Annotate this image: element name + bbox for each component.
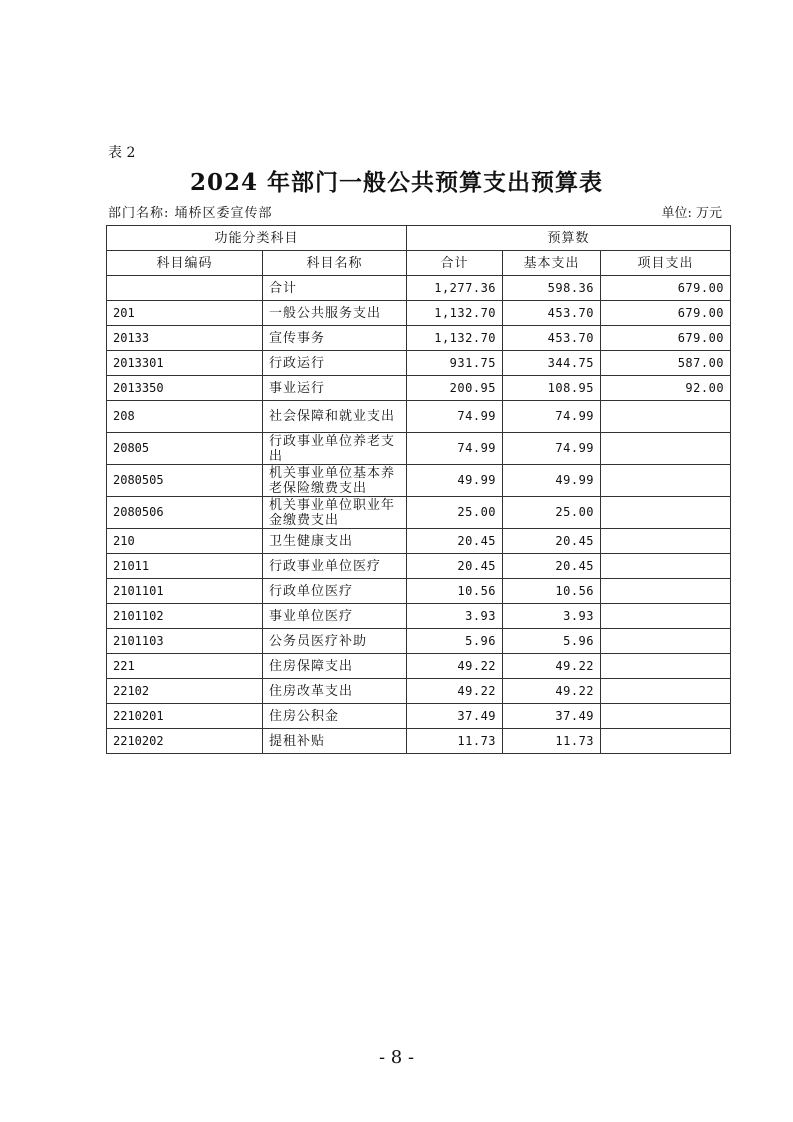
cell-code: 20133 <box>107 326 263 351</box>
cell-code: 2210201 <box>107 704 263 729</box>
table-row <box>107 276 731 301</box>
cell-project: 679.00 <box>601 301 731 326</box>
page-number: - 8 - <box>378 1047 415 1068</box>
cell-name: 合计 <box>263 276 407 301</box>
cell-basic: 11.73 <box>503 729 601 754</box>
cell-total: 5.96 <box>407 629 503 654</box>
cell-name: 一般公共服务支出 <box>263 301 407 326</box>
table-row <box>107 729 731 754</box>
cell-project <box>601 401 731 433</box>
table-row <box>107 679 731 704</box>
cell-code: 2080506 <box>107 497 263 529</box>
cell-code: 221 <box>107 654 263 679</box>
cell-code: 210 <box>107 529 263 554</box>
cell-name: 行政单位医疗 <box>263 579 407 604</box>
cell-name: 机关事业单位基本养老保险缴费支出 <box>263 465 407 497</box>
cell-project <box>601 679 731 704</box>
header-name: 科目名称 <box>263 251 407 276</box>
table-row <box>107 579 731 604</box>
header-basic: 基本支出 <box>503 251 601 276</box>
cell-project <box>601 554 731 579</box>
cell-total: 49.22 <box>407 679 503 704</box>
cell-code <box>107 276 263 301</box>
cell-total: 49.99 <box>407 465 503 497</box>
cell-project <box>601 579 731 604</box>
cell-basic: 25.00 <box>503 497 601 529</box>
header-code: 科目编码 <box>107 251 263 276</box>
cell-project: 587.00 <box>601 351 731 376</box>
cell-project <box>601 704 731 729</box>
cell-total: 1,132.70 <box>407 301 503 326</box>
table-row <box>107 554 731 579</box>
cell-project <box>601 654 731 679</box>
cell-code: 2210202 <box>107 729 263 754</box>
table-row <box>107 704 731 729</box>
cell-code: 2080505 <box>107 465 263 497</box>
cell-code: 2101103 <box>107 629 263 654</box>
header-functional-category: 功能分类科目 <box>107 226 407 251</box>
cell-name: 行政事业单位养老支出 <box>263 433 407 465</box>
cell-name: 卫生健康支出 <box>263 529 407 554</box>
meta-row <box>108 202 722 221</box>
cell-basic: 49.22 <box>503 654 601 679</box>
cell-total: 3.93 <box>407 604 503 629</box>
cell-name: 行政事业单位医疗 <box>263 554 407 579</box>
cell-total: 20.45 <box>407 554 503 579</box>
cell-name: 宣传事务 <box>263 326 407 351</box>
cell-project: 679.00 <box>601 276 731 301</box>
cell-basic: 453.70 <box>503 301 601 326</box>
cell-basic: 49.99 <box>503 465 601 497</box>
cell-name: 社会保障和就业支出 <box>263 401 407 433</box>
table-row <box>107 433 731 465</box>
page-title: 2024 年部门一般公共预算支出预算表 <box>189 169 604 196</box>
table-row <box>107 654 731 679</box>
cell-total: 931.75 <box>407 351 503 376</box>
cell-basic: 344.75 <box>503 351 601 376</box>
cell-total: 74.99 <box>407 433 503 465</box>
cell-name: 行政运行 <box>263 351 407 376</box>
header-budget-amount: 预算数 <box>407 226 731 251</box>
cell-basic: 74.99 <box>503 433 601 465</box>
cell-project <box>601 529 731 554</box>
cell-project <box>601 433 731 465</box>
unit-label: 单位: 万元 <box>661 206 722 221</box>
header-project: 项目支出 <box>601 251 731 276</box>
cell-basic: 453.70 <box>503 326 601 351</box>
cell-name: 住房改革支出 <box>263 679 407 704</box>
cell-name: 提租补贴 <box>263 729 407 754</box>
cell-project <box>601 729 731 754</box>
table-row <box>107 351 731 376</box>
cell-code: 2013301 <box>107 351 263 376</box>
header-total: 合计 <box>407 251 503 276</box>
cell-basic: 598.36 <box>503 276 601 301</box>
table-row <box>107 604 731 629</box>
table-row <box>107 376 731 401</box>
cell-code: 208 <box>107 401 263 433</box>
cell-total: 37.49 <box>407 704 503 729</box>
cell-project <box>601 604 731 629</box>
cell-basic: 20.45 <box>503 529 601 554</box>
cell-code: 21011 <box>107 554 263 579</box>
header-group-row <box>107 226 731 251</box>
cell-basic: 49.22 <box>503 679 601 704</box>
cell-project: 92.00 <box>601 376 731 401</box>
table-row <box>107 301 731 326</box>
table-row <box>107 401 731 433</box>
cell-code: 2101102 <box>107 604 263 629</box>
cell-name: 事业运行 <box>263 376 407 401</box>
cell-total: 49.22 <box>407 654 503 679</box>
cell-project <box>601 497 731 529</box>
cell-project <box>601 629 731 654</box>
table-row <box>107 629 731 654</box>
cell-total: 1,132.70 <box>407 326 503 351</box>
cell-total: 74.99 <box>407 401 503 433</box>
budget-table <box>106 225 731 754</box>
cell-total: 200.95 <box>407 376 503 401</box>
cell-code: 201 <box>107 301 263 326</box>
cell-basic: 74.99 <box>503 401 601 433</box>
cell-total: 11.73 <box>407 729 503 754</box>
cell-project: 679.00 <box>601 326 731 351</box>
table-row <box>107 465 731 497</box>
cell-name: 住房公积金 <box>263 704 407 729</box>
cell-basic: 108.95 <box>503 376 601 401</box>
cell-basic: 3.93 <box>503 604 601 629</box>
cell-basic: 10.56 <box>503 579 601 604</box>
cell-code: 2013350 <box>107 376 263 401</box>
cell-name: 事业单位医疗 <box>263 604 407 629</box>
cell-total: 10.56 <box>407 579 503 604</box>
cell-name: 机关事业单位职业年金缴费支出 <box>263 497 407 529</box>
department-name: 部门名称: 埇桥区委宣传部 <box>108 206 273 221</box>
table-label: 表 2 <box>108 145 136 161</box>
table-row <box>107 529 731 554</box>
cell-project <box>601 465 731 497</box>
cell-total: 25.00 <box>407 497 503 529</box>
cell-name: 住房保障支出 <box>263 654 407 679</box>
cell-code: 2101101 <box>107 579 263 604</box>
table-row <box>107 497 731 529</box>
cell-code: 22102 <box>107 679 263 704</box>
table-body <box>107 276 731 754</box>
cell-total: 20.45 <box>407 529 503 554</box>
cell-basic: 5.96 <box>503 629 601 654</box>
table-row <box>107 326 731 351</box>
cell-total: 1,277.36 <box>407 276 503 301</box>
cell-basic: 37.49 <box>503 704 601 729</box>
cell-code: 20805 <box>107 433 263 465</box>
cell-basic: 20.45 <box>503 554 601 579</box>
cell-name: 公务员医疗补助 <box>263 629 407 654</box>
header-column-row <box>107 251 731 276</box>
